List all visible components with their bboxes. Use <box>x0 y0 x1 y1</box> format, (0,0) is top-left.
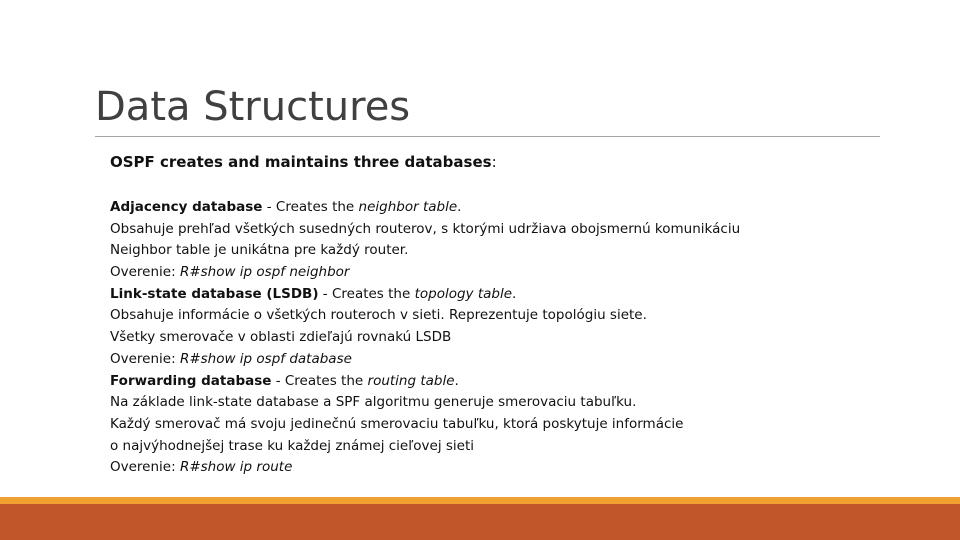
body-line <box>110 262 740 284</box>
body-line <box>110 219 740 241</box>
body-line <box>110 305 740 327</box>
title-divider <box>95 136 880 137</box>
bold-term: Link-state database (LSDB) <box>110 285 319 302</box>
italic-term: neighbor table <box>358 199 458 215</box>
slide-title: Data Structures <box>95 84 411 130</box>
footer-accent-stripe <box>0 497 960 504</box>
text-segment: Všetky smerovače v oblasti zdieľajú rovnakú LSDB <box>110 329 452 346</box>
body-line <box>110 414 740 436</box>
text-segment: Na základe link-state database a SPF algoritmu generuje smerovaciu tabuľku. <box>110 394 637 411</box>
text-segment: Overenie: <box>110 264 180 281</box>
text-segment: - Creates the <box>271 372 368 389</box>
body-line <box>110 457 740 479</box>
text-segment: . <box>454 372 459 389</box>
body-line <box>110 392 740 414</box>
footer-bar <box>0 504 960 540</box>
body-line <box>110 240 740 262</box>
body-line <box>110 371 740 393</box>
body-line <box>110 327 740 349</box>
intro-bold: OSPF creates and maintains three databases <box>110 153 492 171</box>
intro-line <box>110 152 497 172</box>
body-text <box>110 197 740 479</box>
text-segment: - Creates the <box>262 199 359 215</box>
intro-colon: : <box>491 153 497 171</box>
text-segment: Overenie: <box>110 459 180 476</box>
text-segment: Neighbor table je unikátna pre každý router. <box>110 242 409 259</box>
text-segment: - Creates the <box>318 285 415 302</box>
body-line <box>110 284 740 306</box>
italic-term: topology table <box>414 285 513 302</box>
italic-term: R#show ip route <box>179 459 293 476</box>
italic-term: R#show ip ospf database <box>179 350 352 367</box>
bold-term: Forwarding database <box>110 372 272 389</box>
italic-term: R#show ip ospf neighbor <box>179 264 350 281</box>
body-line <box>110 349 740 371</box>
body-line <box>110 197 740 219</box>
text-segment: Overenie: <box>110 350 180 367</box>
text-segment: Obsahuje prehľad všetkých susedných routerov, s ktorými udržiava obojsmernú komunikáciu <box>110 220 741 237</box>
text-segment: . <box>512 285 517 302</box>
text-segment: . <box>457 199 462 215</box>
text-segment: Obsahuje informácie o všetkých routeroch v sieti. Reprezentuje topológiu siete. <box>110 307 647 324</box>
bold-term: Adjacency database <box>110 199 263 215</box>
body-line <box>110 436 740 458</box>
text-segment: Každý smerovač má svoju jedinečnú smerovaciu tabuľku, ktorá poskytuje informácie <box>110 415 684 432</box>
italic-term: routing table <box>367 372 455 389</box>
text-segment: o najvýhodnejšej trase ku každej známej cieľovej sieti <box>110 437 475 454</box>
